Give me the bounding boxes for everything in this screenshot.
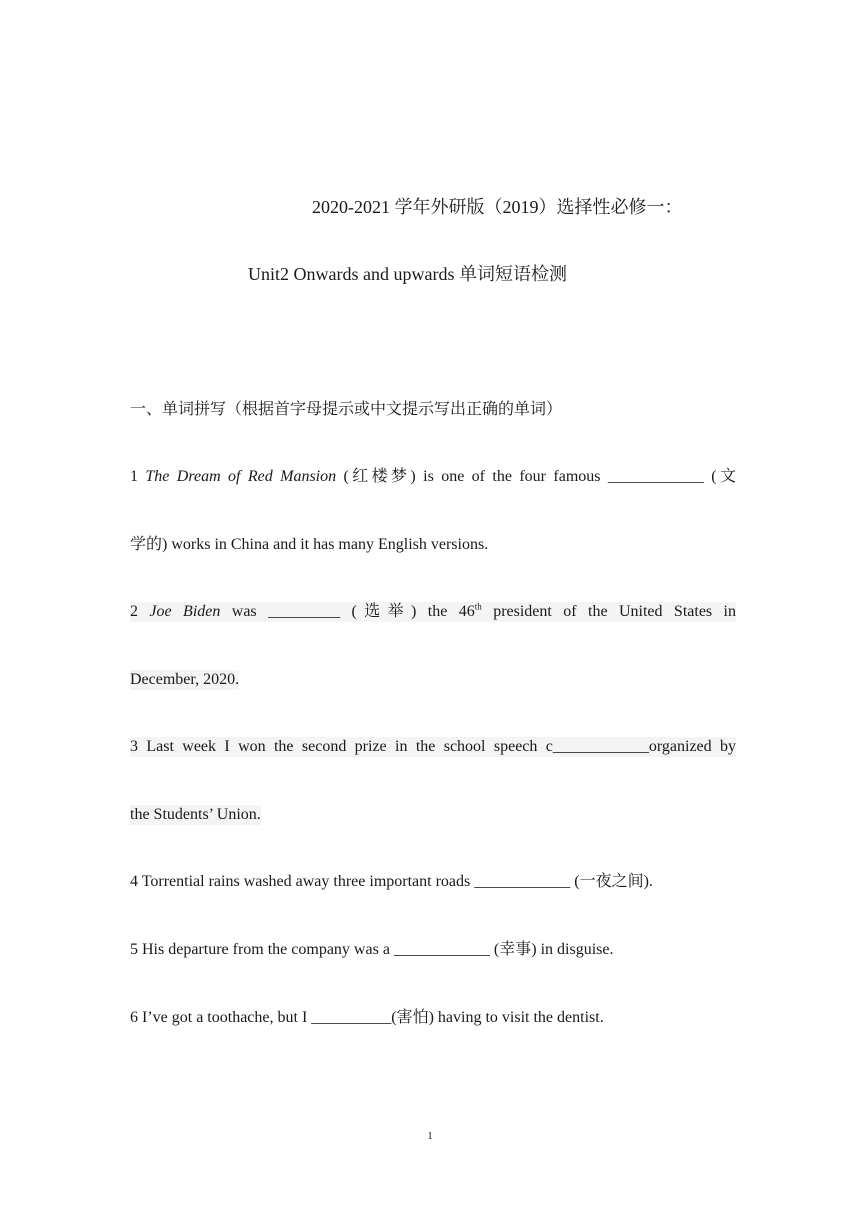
- question-1-book-title: The Dream of Red Mansion: [145, 468, 337, 485]
- question-6: 6 I’ve got a toothache, but I __________(害怕) having to visit the dentist.: [130, 1009, 604, 1026]
- question-1-number: 1: [130, 468, 146, 485]
- question-2-number: 2: [130, 603, 150, 620]
- question-2-text-a: was _________ (选举) the 46: [220, 603, 475, 620]
- page-number: 1: [427, 1130, 433, 1142]
- question-2-name: Joe Biden: [149, 603, 221, 620]
- section-heading: 一、单词拼写（根据首字母提示或中文提示写出正确的单词）: [130, 401, 563, 418]
- question-1-text: (红楼梦) is one of the four famous ____________ (文: [336, 468, 736, 485]
- question-2-superscript: th: [474, 601, 482, 612]
- document-title-line-1: 2020-2021 学年外研版（2019）选择性必修一：: [312, 197, 683, 217]
- question-1-line-1: [130, 467, 736, 487]
- document-title-line-2: Unit2 Onwards and upwards 单词短语检测: [248, 264, 567, 284]
- question-2-line-2: December, 2020.: [130, 671, 240, 688]
- question-5: 5 His departure from the company was a ____________ (幸事) in disguise.: [130, 941, 614, 958]
- question-2-text-b: president of the United States in: [481, 603, 736, 620]
- question-2-line-1: [130, 602, 736, 622]
- question-1-line-2: 学的) works in China and it has many English versions.: [130, 536, 489, 553]
- question-4: 4 Torrential rains washed away three important roads ____________ (一夜之间).: [130, 873, 653, 890]
- question-3-line-1: 3 Last week I won the second prize in the school speech c____________organized by: [130, 738, 736, 755]
- question-3-line-2: the Students’ Union.: [130, 806, 261, 823]
